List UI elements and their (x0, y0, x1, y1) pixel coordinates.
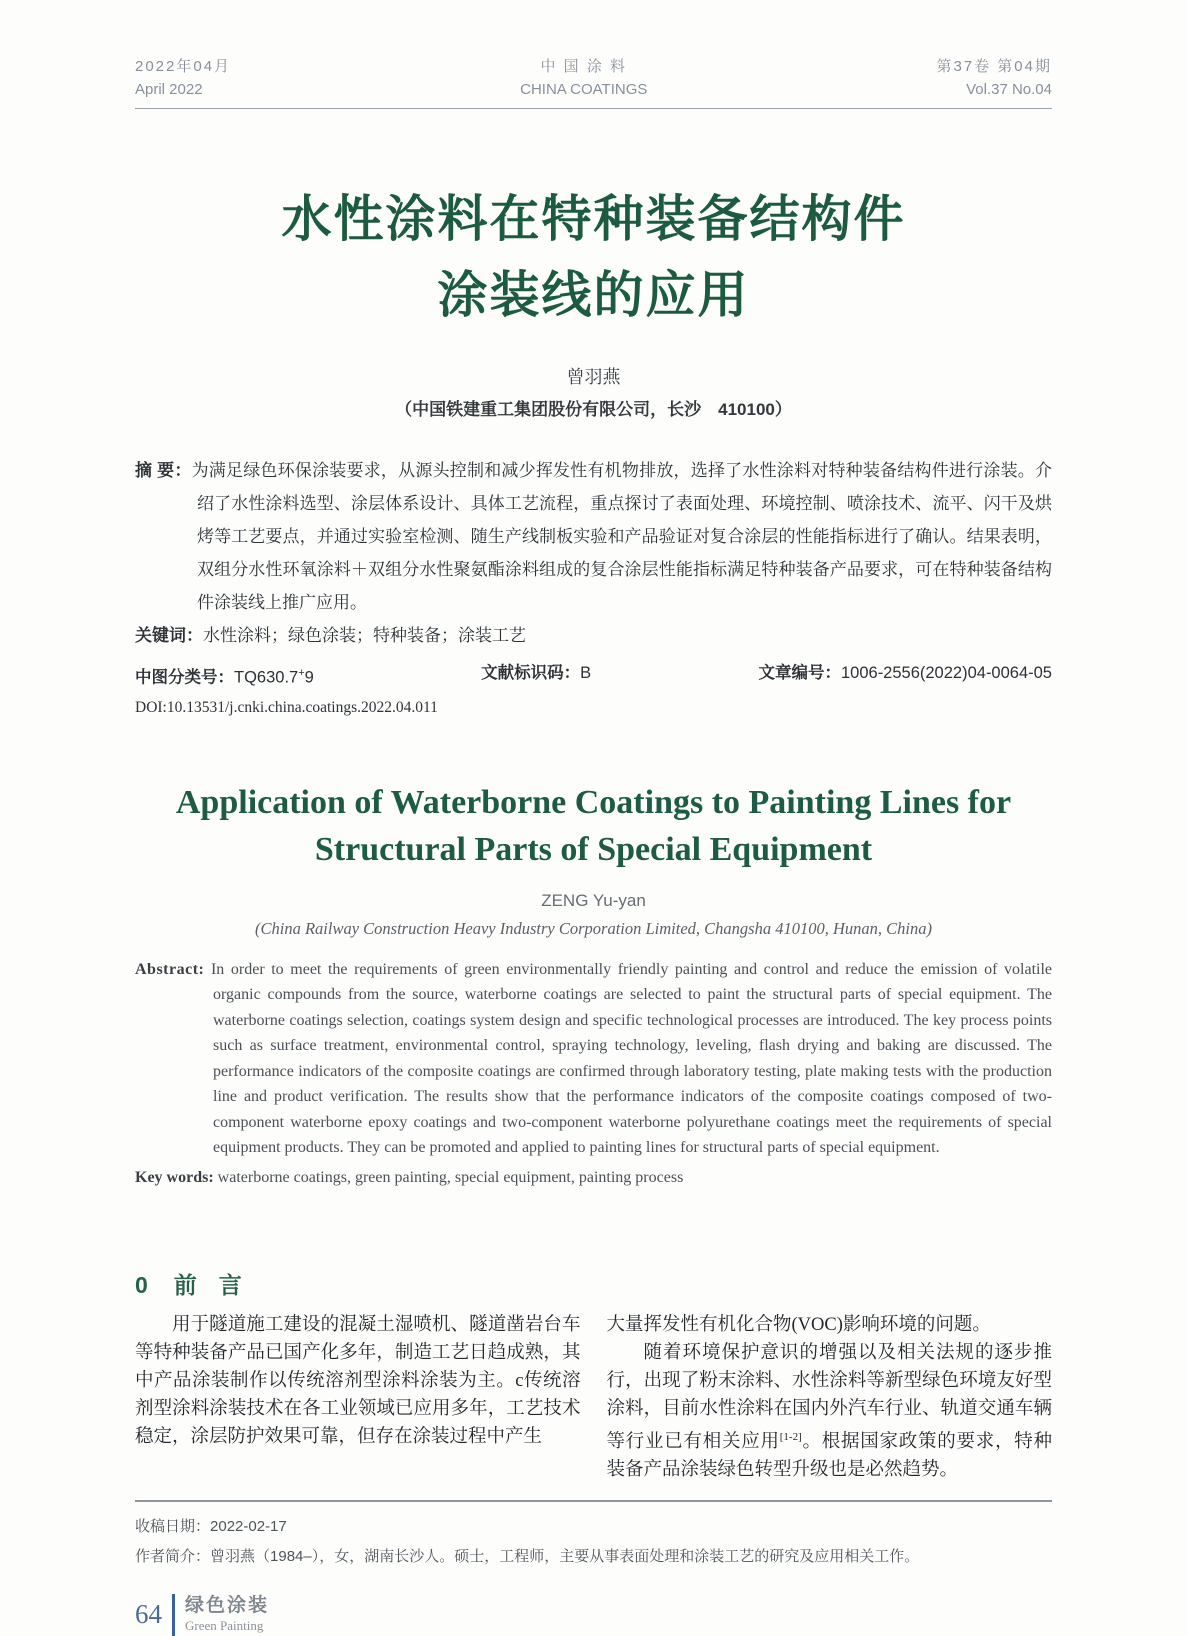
received-date-label: 收稿日期： (135, 1517, 211, 1535)
header-issue (936, 55, 1052, 101)
clc-value-sup: + (298, 667, 305, 679)
keywords-en (135, 1165, 1052, 1191)
body-paragraph-continuation: 大量挥发性有机化合物(VOC)影响环境的问题。 (606, 1314, 991, 1335)
body-paragraph: 用于隧道施工建设的混凝土湿喷机、隧道凿岩台车等特种装备产品已国产化多年，制造工艺日趋成熟，其中产品涂装制作以传统溶剂型涂料涂装为主。c传统溶剂型涂料涂装技术在各工业领域已应用多年，工艺技术稳定，涂层防护效果可靠，但存在涂装过程中产生 (135, 1314, 581, 1447)
keywords-en-label: Key words: (135, 1168, 214, 1186)
citation-ref: [1-2] (779, 1430, 802, 1443)
classification-row (135, 658, 1052, 693)
document-code-label: 文献标识码： (481, 664, 581, 682)
header-issue-en: Vol.37 No.04 (966, 81, 1052, 98)
footer-column-zh: 绿色涂装 (185, 1595, 270, 1617)
clc-label: 中图分类号： (135, 668, 234, 687)
article-number-value: 1006-2556(2022)04-0064-05 (840, 664, 1052, 682)
abstract-zh-text: 为满足绿色环保涂装要求，从源头控制和减少挥发性有机物排放，选择了水性涂料对特种装备结构件进行涂装。介绍了水性涂料选型、涂层体系设计、具体工艺流程，重点探讨了表面处理、环境控制、喷涂技术、流平、闪干及烘烤等工艺要点，并通过实验室检测、随生产线制板实验和产品验证对复合涂层的性能指标进行了确认。结果表明，双组分水性环氧涂料＋双组分水性聚氨酯涂料组成的复合涂层性能指标满足特种装备产品要求，可在特种装备结构件涂装线上推广应用。 (191, 461, 1052, 612)
keywords-zh-label: 关键词： (135, 626, 203, 645)
author-bio-line (135, 1542, 1052, 1572)
abstract-zh (135, 454, 1052, 619)
abstract-zh-label: 摘 要： (135, 461, 192, 480)
header-journal-zh: 中 国 涂 料 (540, 58, 627, 75)
header-journal-en: CHINA COATINGS (520, 81, 648, 98)
section-0-title: 前言 (173, 1271, 264, 1298)
affiliation-en: (China Railway Construction Heavy Industry Corporation Limited, Changsha 410100, Hunan, China) (255, 918, 932, 938)
author-bio-value: 曾羽燕（1984–），女，湖南长沙人。硕士，工程师，主要从事表面处理和涂装工艺的研究及应用相关工作。 (210, 1547, 920, 1565)
body-paragraph (607, 1339, 1053, 1484)
clc-value-pre: TQ630.7 (234, 668, 299, 687)
header-journal-name (520, 55, 647, 101)
article-title-en-line2: Structural Parts of Special Equipment (314, 830, 873, 868)
section-0-number: 0 (135, 1271, 148, 1298)
abstract-en-text: In order to meet the requirements of green environmentally friendly painting and control and reduce the emission of volatile organic compounds from the source, waterborne coatings are selected to paint the structural parts of special equipment. The waterborne coatings selection, coatings system design and specific technological processes are introduced. The key process points such as surface treatment, environmental control, spraying technology, leveling, flash drying and baking are discussed. The performance indicators of the composite coatings are confirmed through laboratory testing, plate making tests with the production line and product verification. The results show that the performance indicators of the composite coatings composed of two-component waterborne epoxy coatings and two-component waterborne polyurethane coatings meet the requirements of special equipment products. They can be promoted and applied to painting lines for structural parts of special equipment. (210, 960, 1053, 1156)
keywords-en-text: waterborne coatings, green painting, special equipment, painting process (217, 1168, 684, 1186)
footer-column-en: Green Painting (185, 1618, 264, 1634)
header-issue-zh: 第37卷 第04期 (936, 58, 1052, 75)
body-column-right (607, 1311, 1053, 1484)
document-code-value: B (580, 664, 592, 682)
document-code (481, 658, 591, 693)
article-title-en (135, 779, 1052, 873)
article-number-label: 文章编号： (758, 664, 841, 682)
header-date-en: April 2022 (135, 81, 203, 98)
received-date-line (135, 1512, 1052, 1542)
abstract-en-label: Abstract: (135, 960, 205, 978)
affiliation-zh: （中国铁建重工集团股份有限公司，长沙 410100） (395, 400, 792, 419)
body-paragraph-text: 随着环境保护意识的增强以及相关法规的逐步推行，出现了粉末涂料、水性涂料等新型绿色环境友好型涂料，目前水性涂料在国内外汽车行业、轨道交通车辆等行业已有相关应用 (606, 1342, 1052, 1452)
received-date-value: 2022-02-17 (210, 1517, 287, 1535)
article-title-zh-line2: 涂装线的应用 (437, 267, 750, 323)
clc-value-post: 9 (304, 668, 314, 687)
abstract-en (135, 957, 1052, 1161)
article-number (758, 658, 1052, 693)
doi: DOI:10.13531/j.cnki.china.coatings.2022.04.011 (135, 698, 438, 716)
clc-number (135, 658, 314, 693)
author-en: ZENG Yu-yan (541, 890, 646, 910)
journal-running-head (135, 55, 1052, 109)
footnotes (135, 1500, 1052, 1572)
footer-column-name (185, 1595, 269, 1634)
keywords-zh-text: 水性涂料；绿色涂装；特种装备；涂装工艺 (203, 626, 526, 645)
header-date (135, 55, 231, 101)
article-title-zh (135, 181, 1052, 333)
article-title-en-line1: Application of Waterborne Coatings to Painting Lines for (175, 783, 1012, 821)
body-columns (135, 1311, 1052, 1484)
page-number: 64 (135, 1599, 162, 1630)
header-date-zh: 2022年04月 (135, 58, 232, 75)
section-0-heading (135, 1269, 1052, 1301)
article-title-zh-line1: 水性涂料在特种装备结构件 (281, 191, 906, 247)
author-zh: 曾羽燕 (566, 367, 621, 387)
author-bio-label: 作者简介： (135, 1547, 211, 1565)
keywords-zh (135, 619, 1052, 652)
body-column-left (135, 1311, 581, 1484)
body-paragraph-text: 。根据国家政策的要求，特种装备产品涂装绿色转型升级也是必然趋势。 (606, 1431, 1052, 1480)
